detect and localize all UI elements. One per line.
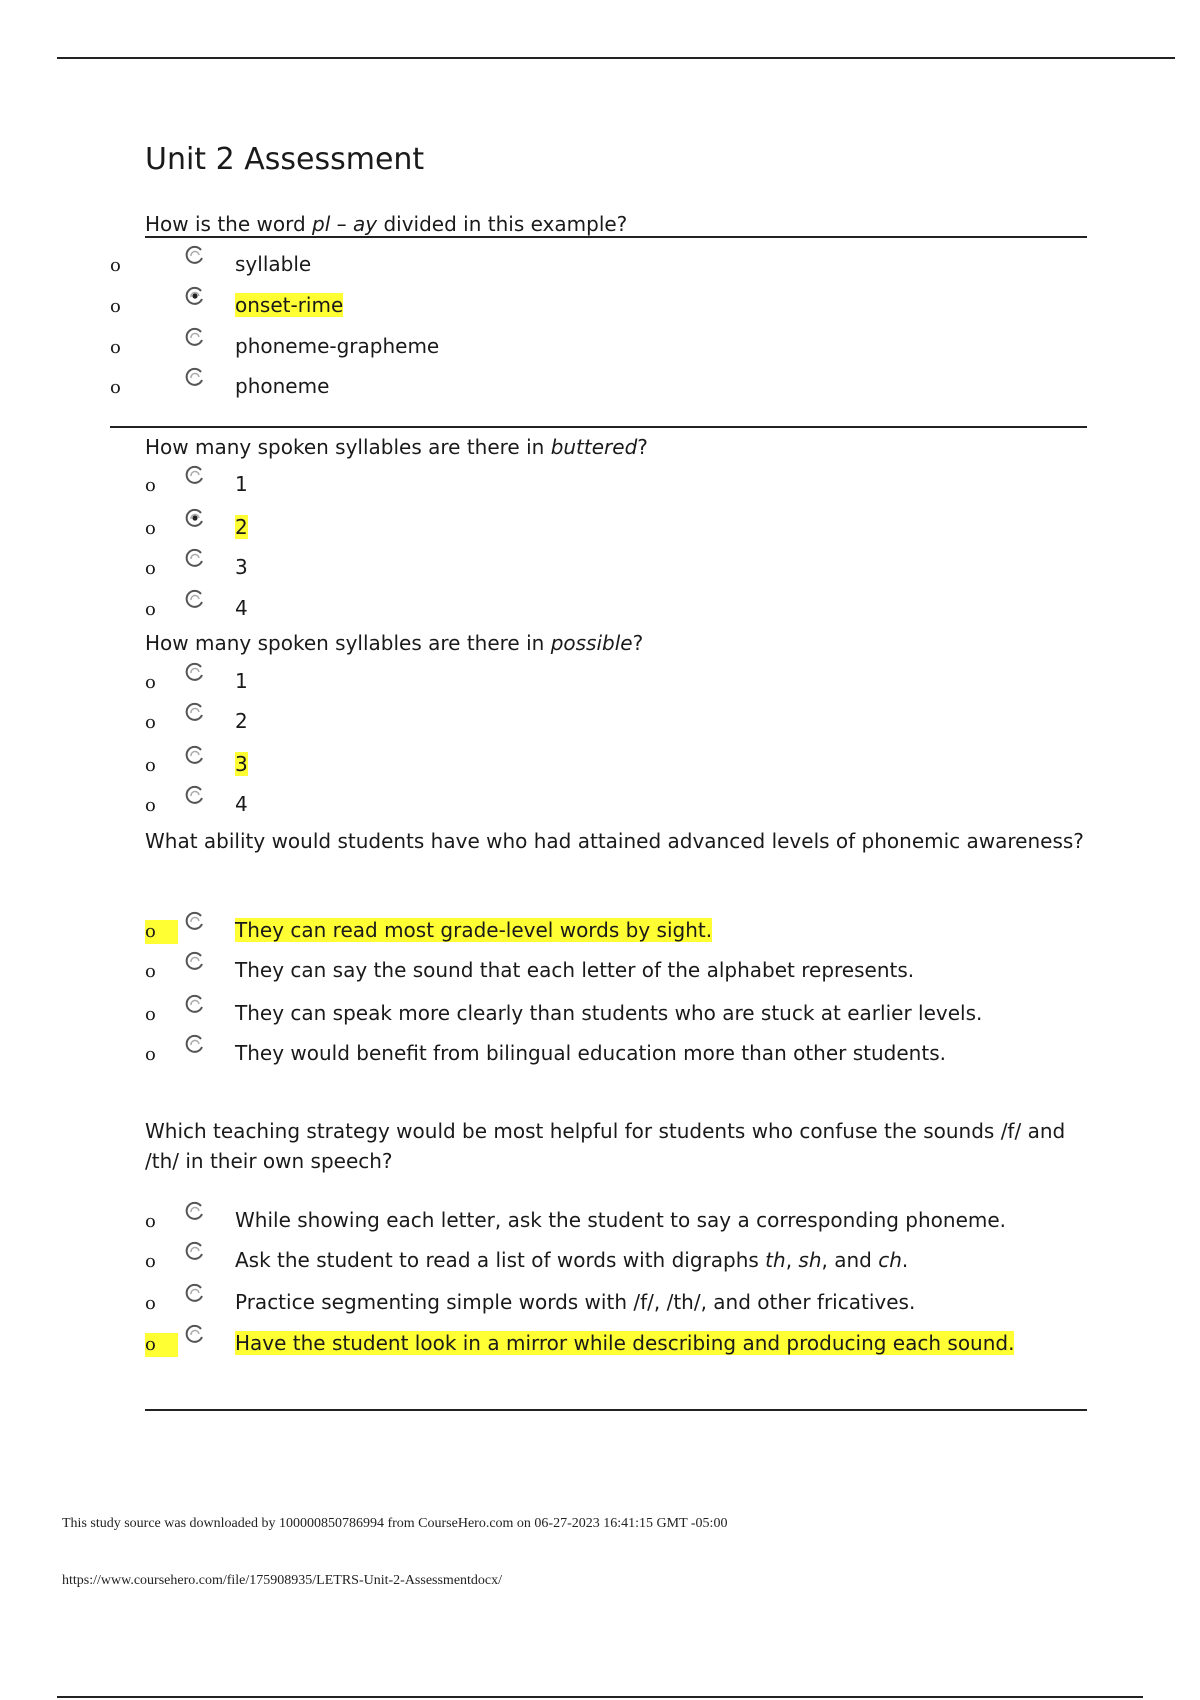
option-bullet: o [145,795,156,816]
option-bullet: o [145,599,156,620]
radio-button-icon[interactable] [184,547,206,569]
option-bullet: o [145,518,156,539]
source-url: https://www.coursehero.com/file/175908935/LETRS-Unit-2-Assessmentdocx/ [62,1573,503,1588]
question-1-option-4-label[interactable]: phoneme [235,374,330,398]
question-1-text: How is the word pl – ay divided in this example? [145,212,628,236]
question-5-option-4-label[interactable]: Have the student look in a mirror while describing and producing each sound. [235,1331,1015,1355]
radio-button-icon[interactable] [184,1240,206,1262]
option-bullet: o [145,475,156,496]
bottom-rule [57,1696,1143,1698]
question-1-option-3-label[interactable]: phoneme-grapheme [235,334,440,358]
question-2-option-1-label[interactable]: 1 [235,472,248,496]
page-title: Unit 2 Assessment [145,142,425,177]
radio-button-icon[interactable] [184,993,206,1015]
question-3-option-4-label[interactable]: 4 [235,792,248,816]
radio-button-icon[interactable] [184,366,206,388]
radio-button-icon[interactable] [184,507,206,529]
question-5-option-3-label[interactable]: Practice segmenting simple words with /f/, /th/, and other fricatives. [235,1290,916,1314]
radio-button-icon[interactable] [184,244,206,266]
end-divider [145,1409,1087,1411]
radio-button-icon[interactable] [184,910,206,932]
radio-button-icon[interactable] [184,1323,206,1345]
option-bullet: o [110,337,121,358]
question-2-option-4-label[interactable]: 4 [235,596,248,620]
radio-button-icon[interactable] [184,326,206,348]
radio-button-icon[interactable] [184,1033,206,1055]
question-3-text: How many spoken syllables are there in possible? [145,631,644,655]
radio-button-icon[interactable] [184,285,206,307]
option-bullet: o [145,712,156,733]
question-5-text: Which teaching strategy would be most helpful for students who confuse the sounds /f/ and /th/ in their own speech? [145,1119,1066,1173]
option-bullet: o [145,672,156,693]
option-bullet: o [110,377,121,398]
radio-button-icon[interactable] [184,661,206,683]
section-divider [110,426,1087,428]
radio-button-icon[interactable] [184,744,206,766]
radio-button-icon[interactable] [184,701,206,723]
radio-button-icon[interactable] [184,464,206,486]
question-4-text: What ability would students have who had attained advanced levels of phonemic awareness? [145,829,1084,853]
download-note: This study source was downloaded by 100000850786994 from CourseHero.com on 06-27-2023 16:41:15 GMT -05:00 [62,1516,728,1531]
question-3-option-1-label[interactable]: 1 [235,669,248,693]
question-5-option-1-label[interactable]: While showing each letter, ask the student to say a corresponding phoneme. [235,1208,1007,1232]
option-bullet: o [145,1004,156,1025]
option-bullet: o [145,961,156,982]
option-bullet: o [145,1044,156,1065]
question-4-option-2-label[interactable]: They can say the sound that each letter of the alphabet represents. [235,958,915,982]
question-3-option-3-label[interactable]: 3 [235,752,248,776]
option-bullet: o [145,1333,178,1357]
question-4-option-4-label[interactable]: They would benefit from bilingual education more than other students. [235,1041,946,1065]
radio-button-icon[interactable] [184,588,206,610]
option-bullet: o [110,296,121,317]
radio-button-icon[interactable] [184,950,206,972]
question-2-text: How many spoken syllables are there in buttered? [145,435,648,459]
question-4-option-3-label[interactable]: They can speak more clearly than students who are stuck at earlier levels. [235,1001,983,1025]
option-bullet: o [145,558,156,579]
option-bullet: o [145,1293,156,1314]
question-1-option-1-label[interactable]: syllable [235,252,312,276]
question-2-option-2-label[interactable]: 2 [235,515,248,539]
question-3-option-2-label[interactable]: 2 [235,709,248,733]
question-2-option-3-label[interactable]: 3 [235,555,248,579]
radio-button-icon[interactable] [184,1200,206,1222]
question-4-option-1-label[interactable]: They can read most grade-level words by sight. [235,918,713,942]
option-bullet: o [145,1251,156,1272]
question-1-option-2-label[interactable]: onset-rime [235,293,344,317]
radio-button-icon[interactable] [184,1282,206,1304]
radio-button-icon[interactable] [184,784,206,806]
question-5-option-2-label[interactable]: Ask the student to read a list of words with digraphs th, sh, and ch. [235,1248,909,1272]
top-rule [57,57,1175,59]
option-bullet: o [145,755,156,776]
option-bullet: o [145,1211,156,1232]
option-bullet: o [145,920,178,944]
option-bullet: o [110,255,121,276]
